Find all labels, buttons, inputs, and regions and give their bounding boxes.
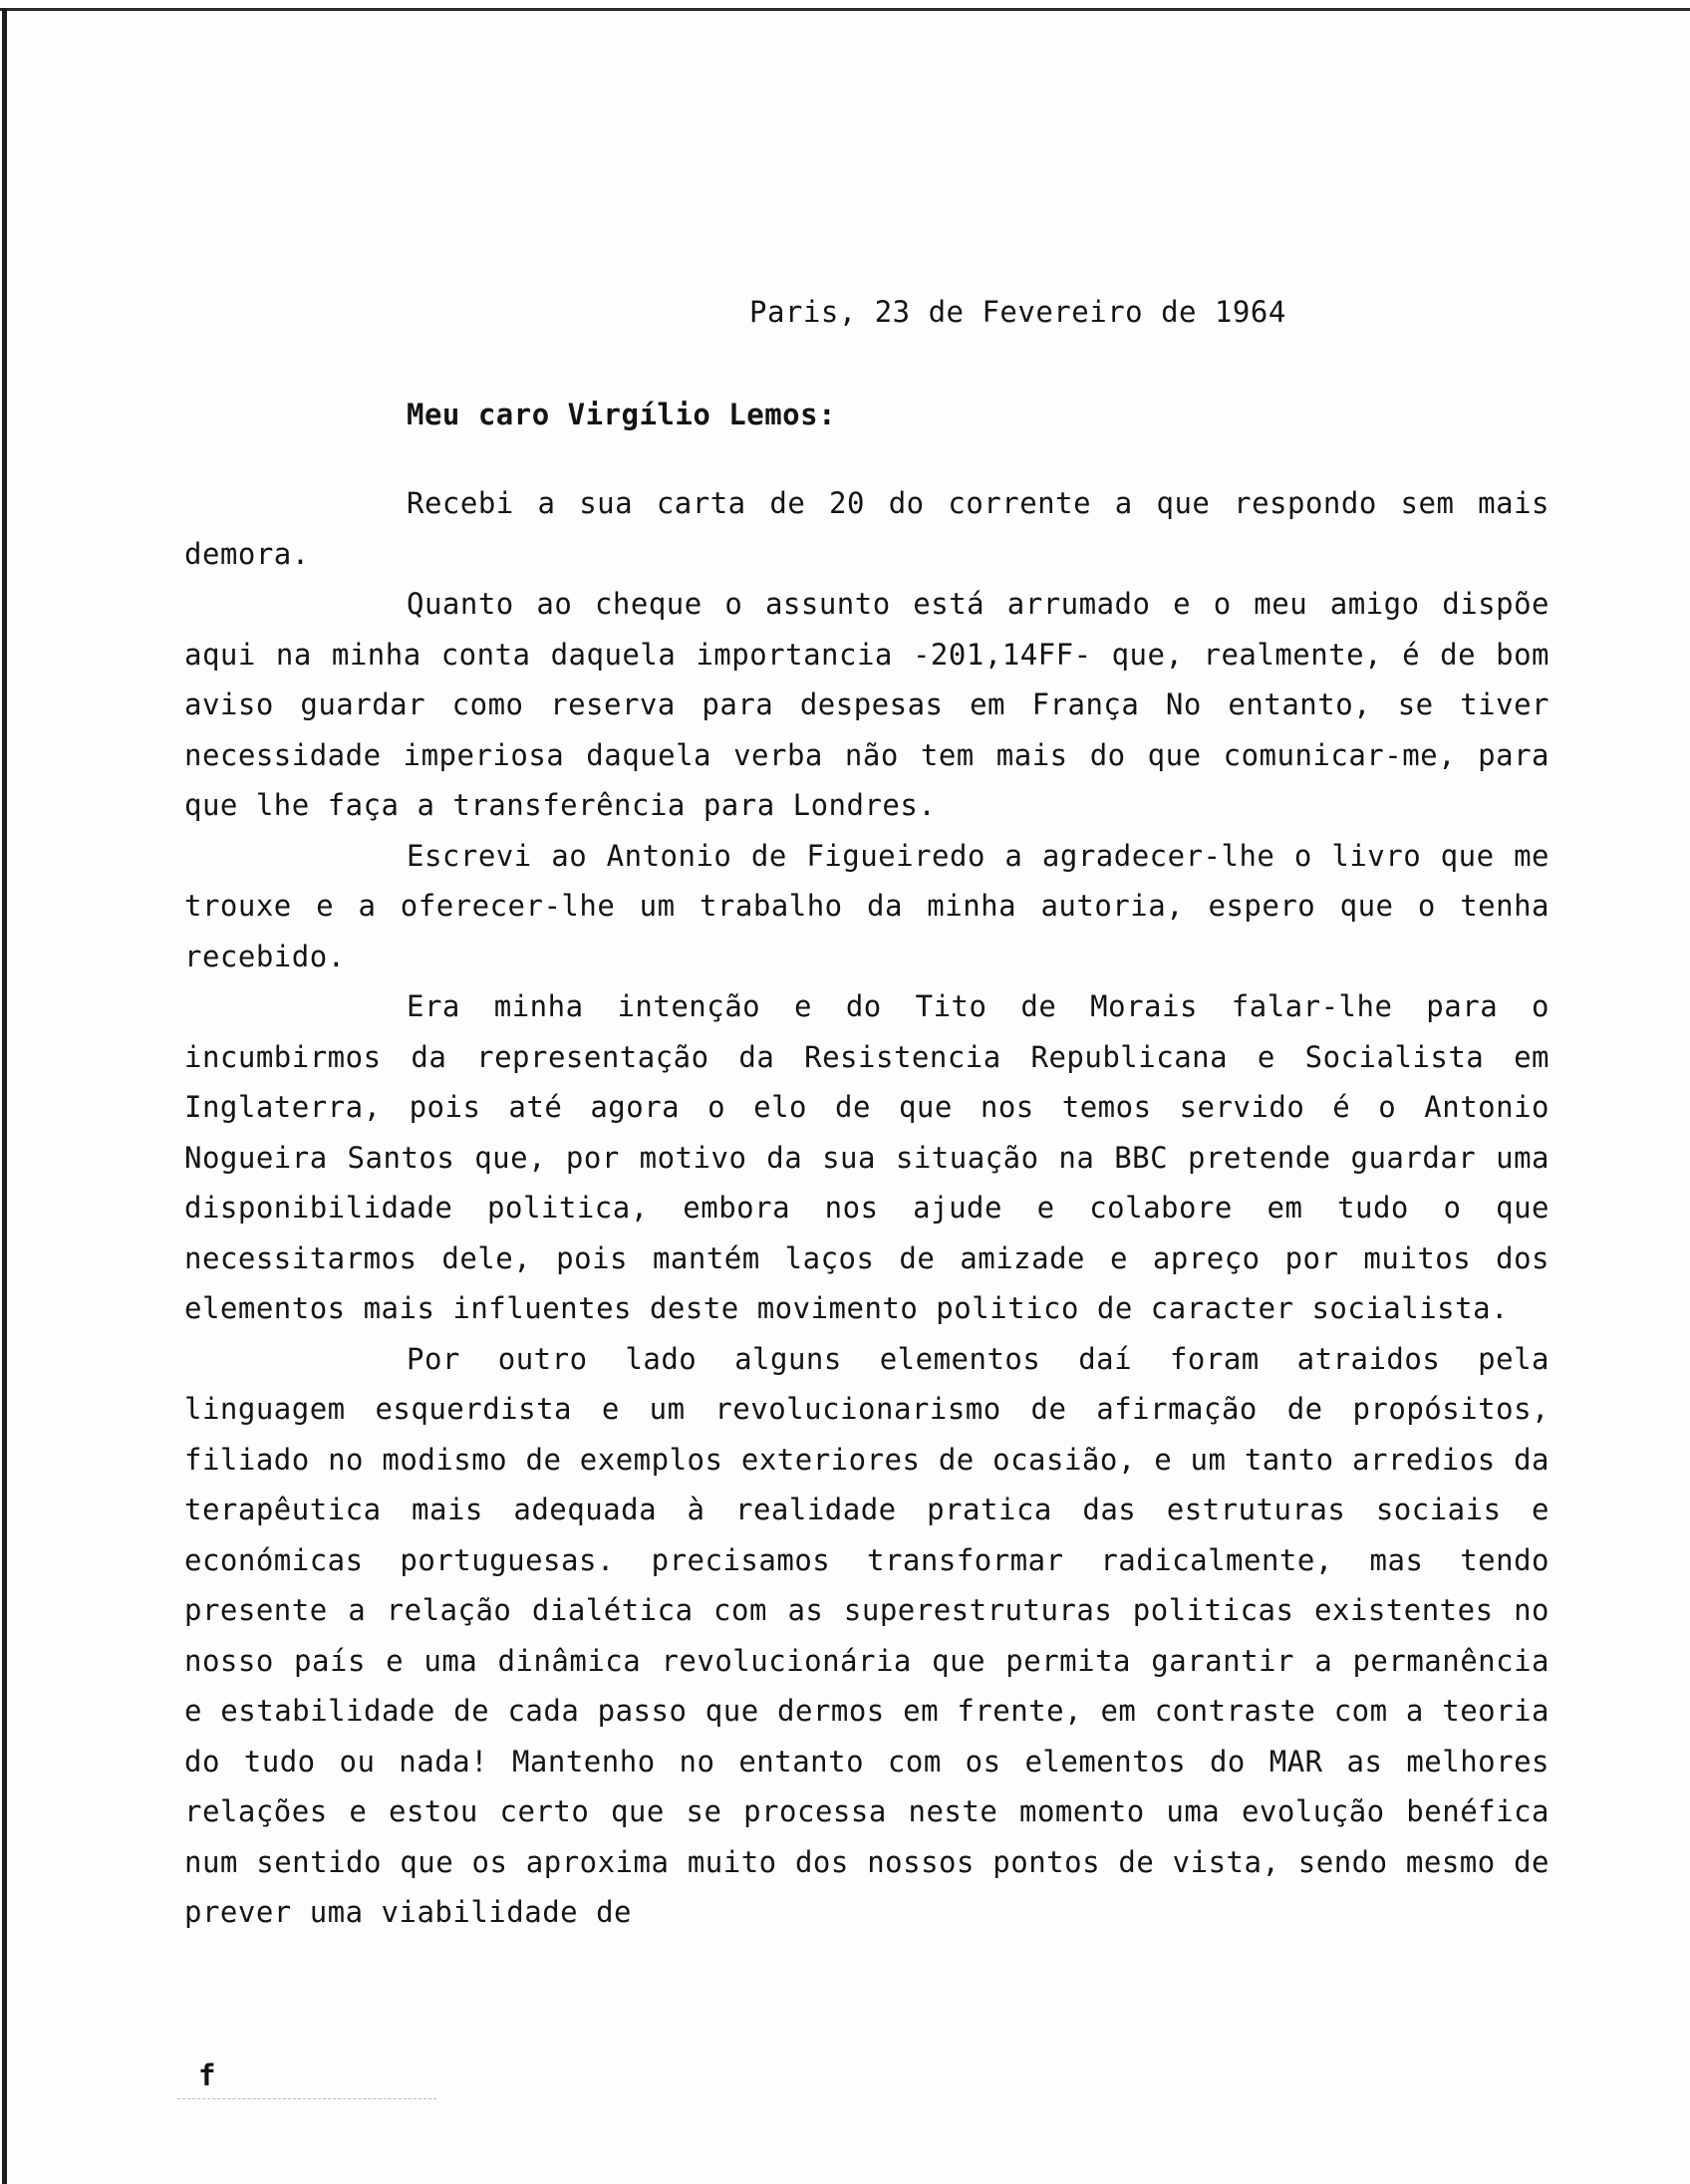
- paragraph-figueiredo: Escrevi ao Antonio de Figueiredo a agradecer-lhe o livro que me trouxe e a oferecer-lhe um trabalho da minha autoria, espero que o tenha recebido.: [184, 838, 1549, 973]
- bottom-dashed-line: [177, 2098, 436, 2100]
- page-top-edge: [0, 8, 1690, 11]
- paragraph-cheque: Quanto ao cheque o assunto está arrumado e o meu amigo dispõe aqui na minha conta daquela importancia -201,14FF- que, realmente, é de bom aviso guardar como reserva para despesas em França No entanto, se tiver necessidade imperiosa daquela verba não tem mais do que comunicar-me, para que lhe faça a transferência para Londres.: [184, 587, 1549, 822]
- paragraph-representation: Era minha intenção e do Tito de Morais falar-lhe para o incumbirmos da representação da Resistencia Republicana e Socialista em Inglaterra, pois até agora o elo de que nos temos servido é o Antonio Nogueira Santos que, por motivo da sua situação na BBC pretende guardar uma disponibilidade politica, embora nos ajude e colabore em tudo o que necessitarmos dele, pois mantém laços de amizade e apreço por muitos dos elementos mais influentes deste movimento politico de caracter socialista.: [184, 989, 1549, 1325]
- letter-body: [184, 478, 1549, 1938]
- letter-date: Paris, 23 de Fevereiro de 1964: [749, 295, 1286, 329]
- letter-salutation: Meu caro Virgílio Lemos:: [407, 398, 837, 431]
- paragraph-reply: Recebi a sua carta de 20 do corrente a que respondo sem mais demora.: [184, 486, 1549, 571]
- trailing-character: f: [198, 2058, 216, 2092]
- page-left-edge: [2, 8, 7, 2184]
- paragraph-political: Por outro lado alguns elementos daí foram atraidos pela linguagem esquerdista e um revolucionarismo de afirmação de propósitos, filiado no modismo de exemplos exteriores de ocasião, e um tanto arredios da terapêutica mais adequada à realidade pratica das estruturas sociais e económicas portuguesas. precisamos transformar radicalmente, mas tendo presente a relação dialética com as superestruturas politicas existentes no nosso país e uma dinâmica revolucionária que permita garantir a permanência e estabilidade de cada passo que dermos em frente, em contraste com a teoria do tudo ou nada! Mantenho no entanto com os elementos do MAR as melhores relações e estou certo que se processa neste momento uma evolução benéfica num sentido que os aproxima muito dos nossos pontos de vista, sendo mesmo de prever uma viabilidade de: [184, 1341, 1549, 1929]
